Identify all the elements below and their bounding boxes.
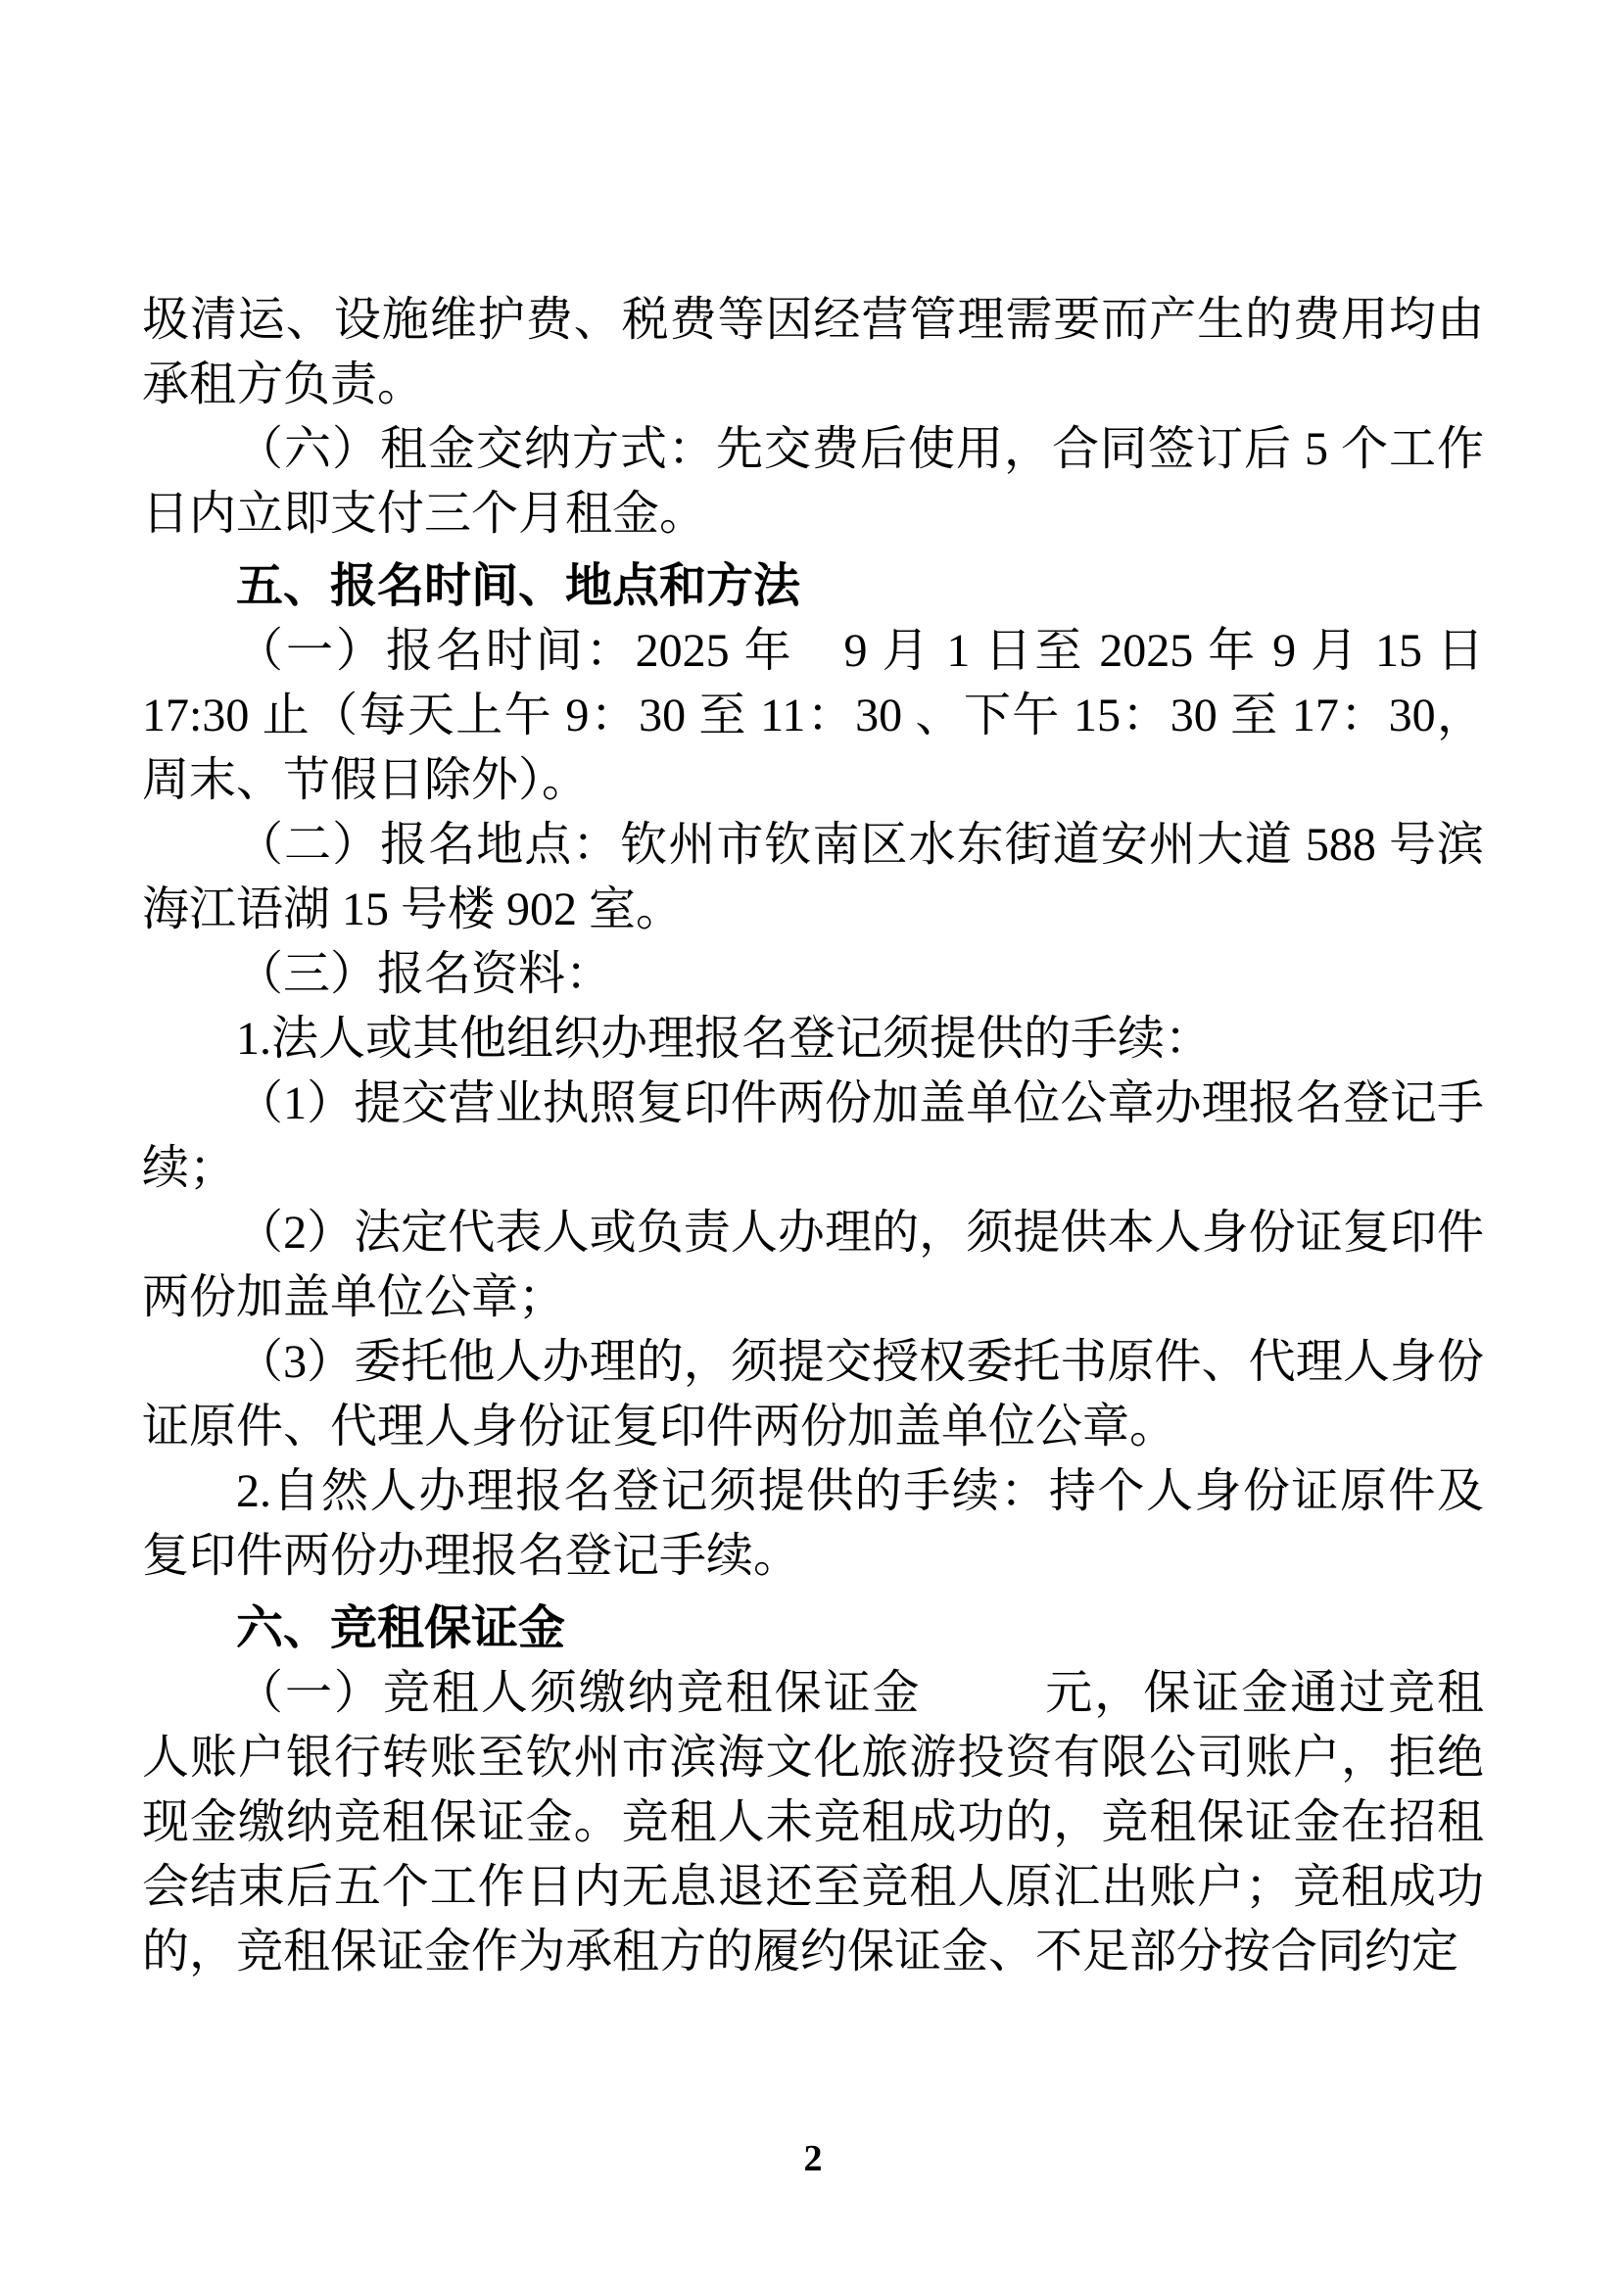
paragraph-item-2-legal-representative: （2）法定代表人或负责人办理的，须提供本人身份证复印件两份加盖单位公章； [142, 1207, 1484, 1323]
paragraph-fees-continuation: 圾清运、设施维护费、税费等因经营管理需要而产生的费用均由承租方负责。 [142, 294, 1484, 410]
paragraph-natural-person-procedures: 2.自然人办理报名登记须提供的手续：持个人身份证原件及复印件两份办理报名登记手续。 [142, 1465, 1484, 1582]
page-number: 2 [803, 2138, 823, 2179]
paragraph-registration-location: （二）报名地点：钦州市钦南区水东街道安州大道 588 号滨海江语湖 15 号楼 902 室。 [142, 819, 1484, 935]
paragraph-legal-person-procedures: 1.法人或其他组织办理报名登记须提供的手续： [236, 1013, 1213, 1065]
paragraph-registration-materials: （三）报名资料： [236, 948, 613, 1000]
deposit-amount-blank [922, 1707, 1044, 1708]
paragraph-item-3-entrusted-agent: （3）委托他人办理的，须提交授权委托书原件、代理人身份证原件、代理人身份证复印件两份加盖单位公章。 [142, 1336, 1484, 1453]
deposit-text-post: 元，保证金通过竞租人账户银行转账至钦州市滨海文化旅游投资有限公司账户，拒绝现金缴纳竞租保证金。竞租人未竞租成功的，竞租保证金在招租会结束后五个工作日内无息退还至竞租人原汇出账户；竞租成功的，竞租保证金作为承租方的履约保证金、不足部分按合同约定 [142, 1667, 1484, 1978]
paragraph-deposit-terms [142, 1661, 1484, 1984]
heading-section-six-deposit: 六、竞租保证金 [236, 1602, 566, 1654]
deposit-text-pre: （一）竞租人须缴纳竞租保证金 [236, 1667, 922, 1719]
document-content [142, 288, 1484, 1984]
paragraph-item-1-business-license: （1）提交营业执照复印件两份加盖单位公章办理报名登记手续； [142, 1077, 1484, 1194]
heading-section-five-registration: 五、报名时间、地点和方法 [236, 560, 801, 612]
paragraph-registration-time: （一）报名时间：2025 年 9 月 1 日至 2025 年 9 月 15 日 17:30 止（每天上午 9：30 至 11：30 、下午 15：30 至 17：30，周末、节假日除外）。 [142, 625, 1484, 806]
paragraph-rent-payment-method: （六）租金交纳方式：先交费后使用，合同签订后 5 个工作日内立即支付三个月租金。 [142, 423, 1484, 540]
